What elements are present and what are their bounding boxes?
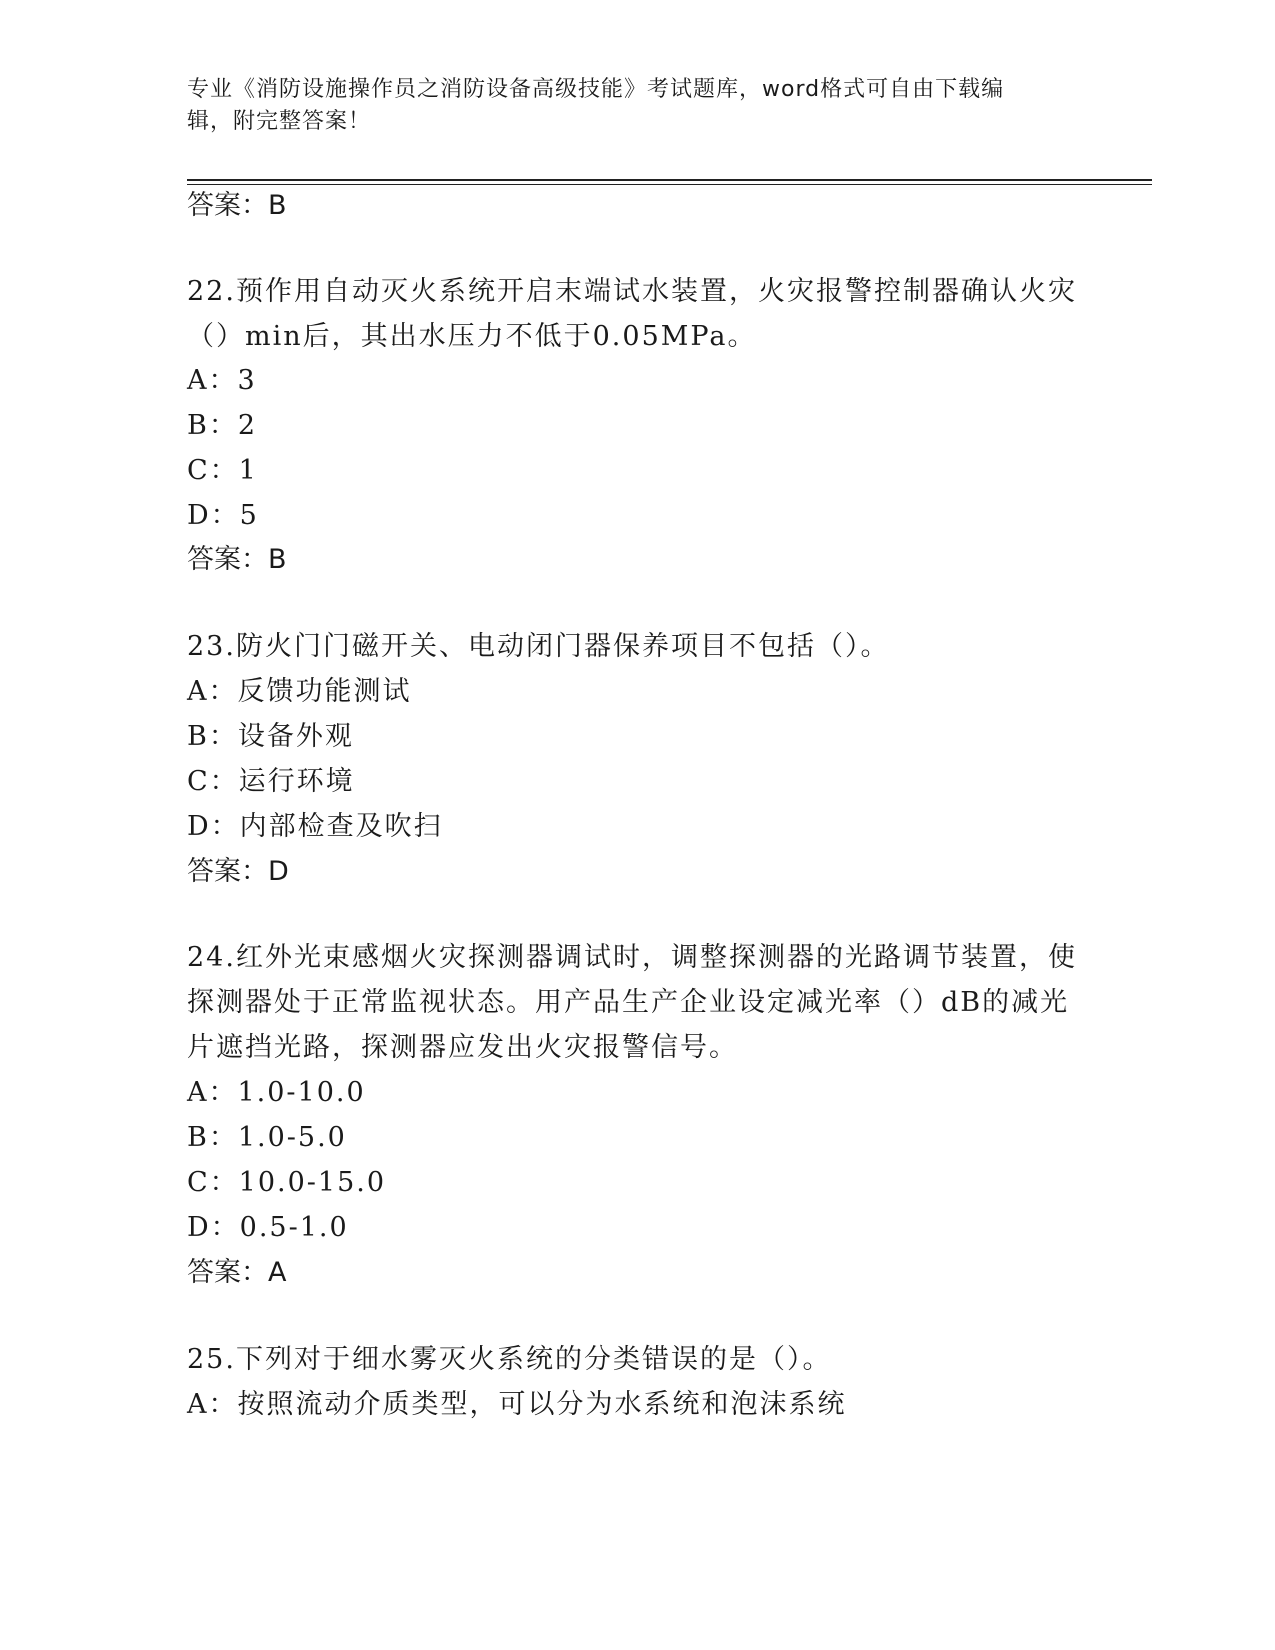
question-23-option-b: B：设备外观 [187, 721, 354, 752]
question-22-option-c: C：1 [187, 455, 258, 486]
question-23-line-1: 23.防火门门磁开关、电动闭门器保养项目不包括（）。 [187, 631, 890, 662]
header-divider-thin [187, 184, 1152, 185]
question-22-answer: 答案：B [187, 544, 287, 575]
question-25-line-1: 25.下列对于细水雾灭火系统的分类错误的是（）。 [187, 1344, 832, 1375]
header-divider [187, 179, 1152, 181]
page-header [187, 74, 1087, 138]
question-22-line-2: （）min后，其出水压力不低于0.05MPa。 [187, 321, 757, 352]
question-24-option-b: B：1.0-5.0 [187, 1122, 347, 1153]
question-25-option-a: A：按照流动介质类型，可以分为水系统和泡沫系统 [187, 1389, 847, 1420]
question-24-option-d: D：0.5-1.0 [187, 1212, 349, 1243]
question-24-line-3: 片遮挡光路，探测器应发出火灾报警信号。 [187, 1032, 738, 1063]
question-24-option-c: C：10.0-15.0 [187, 1167, 387, 1198]
question-22-option-a: A：3 [187, 365, 257, 396]
question-23-answer: 答案：D [187, 856, 289, 887]
question-23-option-d: D：内部检查及吹扫 [187, 811, 443, 842]
question-22-line-1: 22.预作用自动灭火系统开启末端试水装置，火灾报警控制器确认火灾 [187, 276, 1077, 307]
header-line-2: 辑，附完整答案！ [187, 109, 372, 134]
question-23-option-a: A：反馈功能测试 [187, 676, 412, 707]
previous-answer: 答案：B [187, 190, 287, 221]
question-22-option-d: D：5 [187, 500, 259, 531]
question-22-option-b: B：2 [187, 410, 258, 441]
question-24-option-a: A：1.0-10.0 [187, 1077, 366, 1108]
question-24-answer: 答案：A [187, 1257, 287, 1288]
header-line-1: 专业《消防设施操作员之消防设备高级技能》考试题库，word格式可自由下载编 [187, 77, 1005, 102]
question-24-line-2: 探测器处于正常监视状态。用产品生产企业设定减光率（）dB的减光 [187, 987, 1070, 1018]
question-23-option-c: C：运行环境 [187, 766, 355, 797]
question-24-line-1: 24.红外光束感烟火灾探测器调试时，调整探测器的光路调节装置，使 [187, 942, 1077, 973]
